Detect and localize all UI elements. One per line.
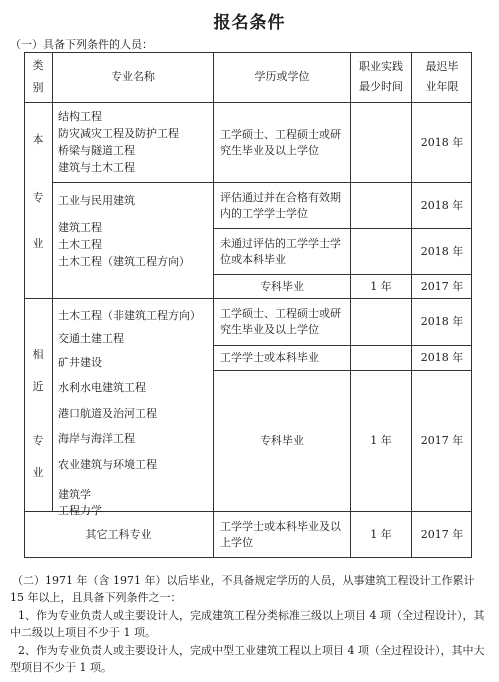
major-list-group2 [58, 192, 190, 270]
other-major: 其它工科专业 [85, 528, 152, 541]
row5-year: 2018 年 [420, 315, 464, 328]
row8-time: 1 年 [370, 528, 392, 541]
row7-time: 1 年 [370, 434, 392, 447]
row3-year: 2018 年 [420, 244, 464, 258]
row6-year: 2018 年 [420, 351, 464, 364]
list-item: 桥梁与隧道工程 [58, 144, 135, 157]
row1-year: 2018 年 [420, 135, 464, 149]
header-category: 类 别 [32, 59, 44, 94]
section-one-heading: （一）具备下列条件的人员： [10, 38, 153, 51]
list-item: 港口航道及治河工程 [58, 407, 157, 420]
row7-degree: 专科毕业 [260, 434, 304, 447]
list-item: 建筑学 [58, 488, 91, 501]
list-item: 水利水电建筑工程 [58, 381, 146, 394]
list-item: 交通土建工程 [58, 332, 124, 345]
row4-time: 1 年 [370, 279, 392, 293]
row4-degree: 专科毕业 [260, 279, 304, 293]
row6-degree: 工学学士或本科毕业 [220, 351, 319, 364]
list-item: 工程力学 [58, 504, 102, 517]
row2-year: 2018 年 [420, 198, 464, 212]
list-item: 土木工程（建筑工程方向） [58, 255, 190, 268]
row1-degree: 工学硕士、工程硕士或研究生毕业及以上学位 [220, 127, 341, 157]
header-min-time: 职业实践 最少时间 [359, 60, 403, 93]
row8-year: 2017 年 [420, 528, 464, 541]
header-degree: 学历或学位 [254, 70, 310, 83]
major-list-group1 [58, 108, 179, 176]
header-latest-year: 最迟毕 业年限 [425, 60, 459, 93]
list-item: 工业与民用建筑 [58, 194, 135, 207]
list-item: 农业建筑与环境工程 [58, 458, 157, 471]
list-item: 建筑与土木工程 [58, 161, 135, 174]
section-two-item2: 2、作为专业负责人或主要设计人，完成中型工业建筑工程以上项目 4 项（全过程设计），其中大型项目不少于 1 项。 [10, 644, 485, 674]
section-two-item1: 1、作为专业负责人或主要设计人，完成建筑工程分类标准三级以上项目 4 项（全过程设计），其中二级以上项目不少于 1 项。 [10, 609, 485, 639]
list-item: 海岸与海洋工程 [58, 432, 135, 445]
page-title: 报名条件 [213, 13, 286, 33]
section-two-intro: （二）1971 年（含 1971 年）以后毕业，不具备规定学历的人员，从事建筑工程设计工作累计 15 年以上，且具备下列条件之一： [10, 574, 475, 604]
list-item: 矿井建设 [58, 356, 102, 369]
row4-year: 2017 年 [420, 279, 464, 293]
list-item: 土木工程（非建筑工程方向） [58, 309, 201, 322]
category-related-major: 相 近 专 业 [32, 348, 44, 479]
major-list-related [58, 305, 201, 519]
row2-degree: 评估通过并在合格有效期内的工学学士学位 [220, 190, 341, 220]
header-major: 专业名称 [111, 70, 155, 83]
requirements-table [24, 52, 472, 558]
row5-degree: 工学硕士、工程硕士或研究生毕业及以上学位 [220, 307, 341, 336]
list-item: 结构工程 [58, 110, 102, 123]
list-item: 建筑工程 [58, 221, 102, 234]
row8-degree: 工学学士或本科毕业及以上学位 [220, 520, 341, 549]
row3-degree: 未通过评估的工学学士学位或本科毕业 [220, 236, 341, 266]
category-this-major: 本 专 业 [32, 133, 44, 250]
row7-year: 2017 年 [420, 434, 464, 447]
list-item: 防灾减灾工程及防护工程 [58, 127, 179, 140]
list-item: 土木工程 [58, 238, 102, 251]
